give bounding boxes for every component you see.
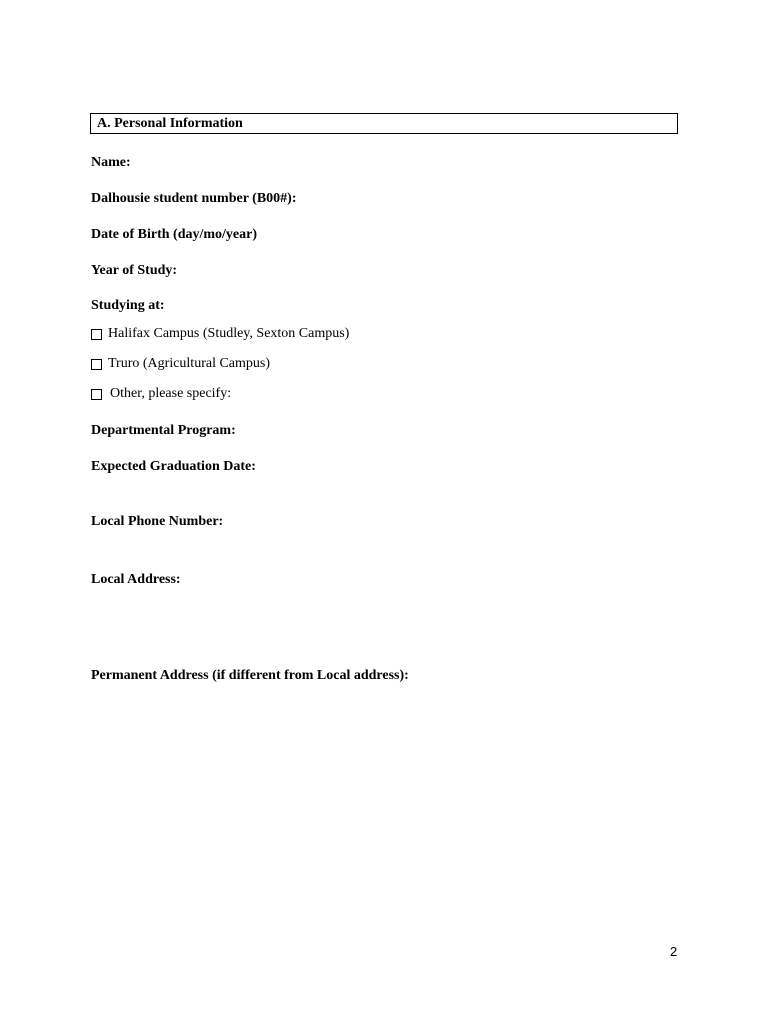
campus-option-other[interactable]: [91, 385, 231, 403]
local-address-label: Local Address:: [91, 572, 181, 587]
student-number-label: Dalhousie student number (B00#):: [91, 191, 297, 206]
other-option-label: Other, please specify:: [110, 386, 232, 401]
truro-checkbox[interactable]: [91, 359, 102, 370]
halifax-option-label: Halifax Campus (Studley, Sexton Campus): [108, 326, 350, 341]
name-label: Name:: [91, 155, 131, 170]
section-header: [90, 113, 678, 134]
page-number: 2: [670, 944, 678, 959]
other-checkbox[interactable]: [91, 389, 102, 400]
campus-option-truro[interactable]: [91, 355, 270, 373]
studying-at-label: Studying at:: [91, 298, 165, 313]
halifax-checkbox[interactable]: [91, 329, 102, 340]
departmental-program-label: Departmental Program:: [91, 423, 236, 438]
local-phone-label: Local Phone Number:: [91, 514, 224, 529]
year-of-study-label: Year of Study:: [91, 263, 178, 278]
date-of-birth-label: Date of Birth (day/mo/year): [91, 227, 258, 242]
section-title: A. Personal Information: [97, 116, 243, 131]
expected-graduation-label: Expected Graduation Date:: [91, 459, 256, 474]
campus-option-halifax[interactable]: [91, 325, 349, 343]
truro-option-label: Truro (Agricultural Campus): [108, 356, 271, 371]
permanent-address-label: Permanent Address (if different from Local address):: [91, 668, 409, 683]
